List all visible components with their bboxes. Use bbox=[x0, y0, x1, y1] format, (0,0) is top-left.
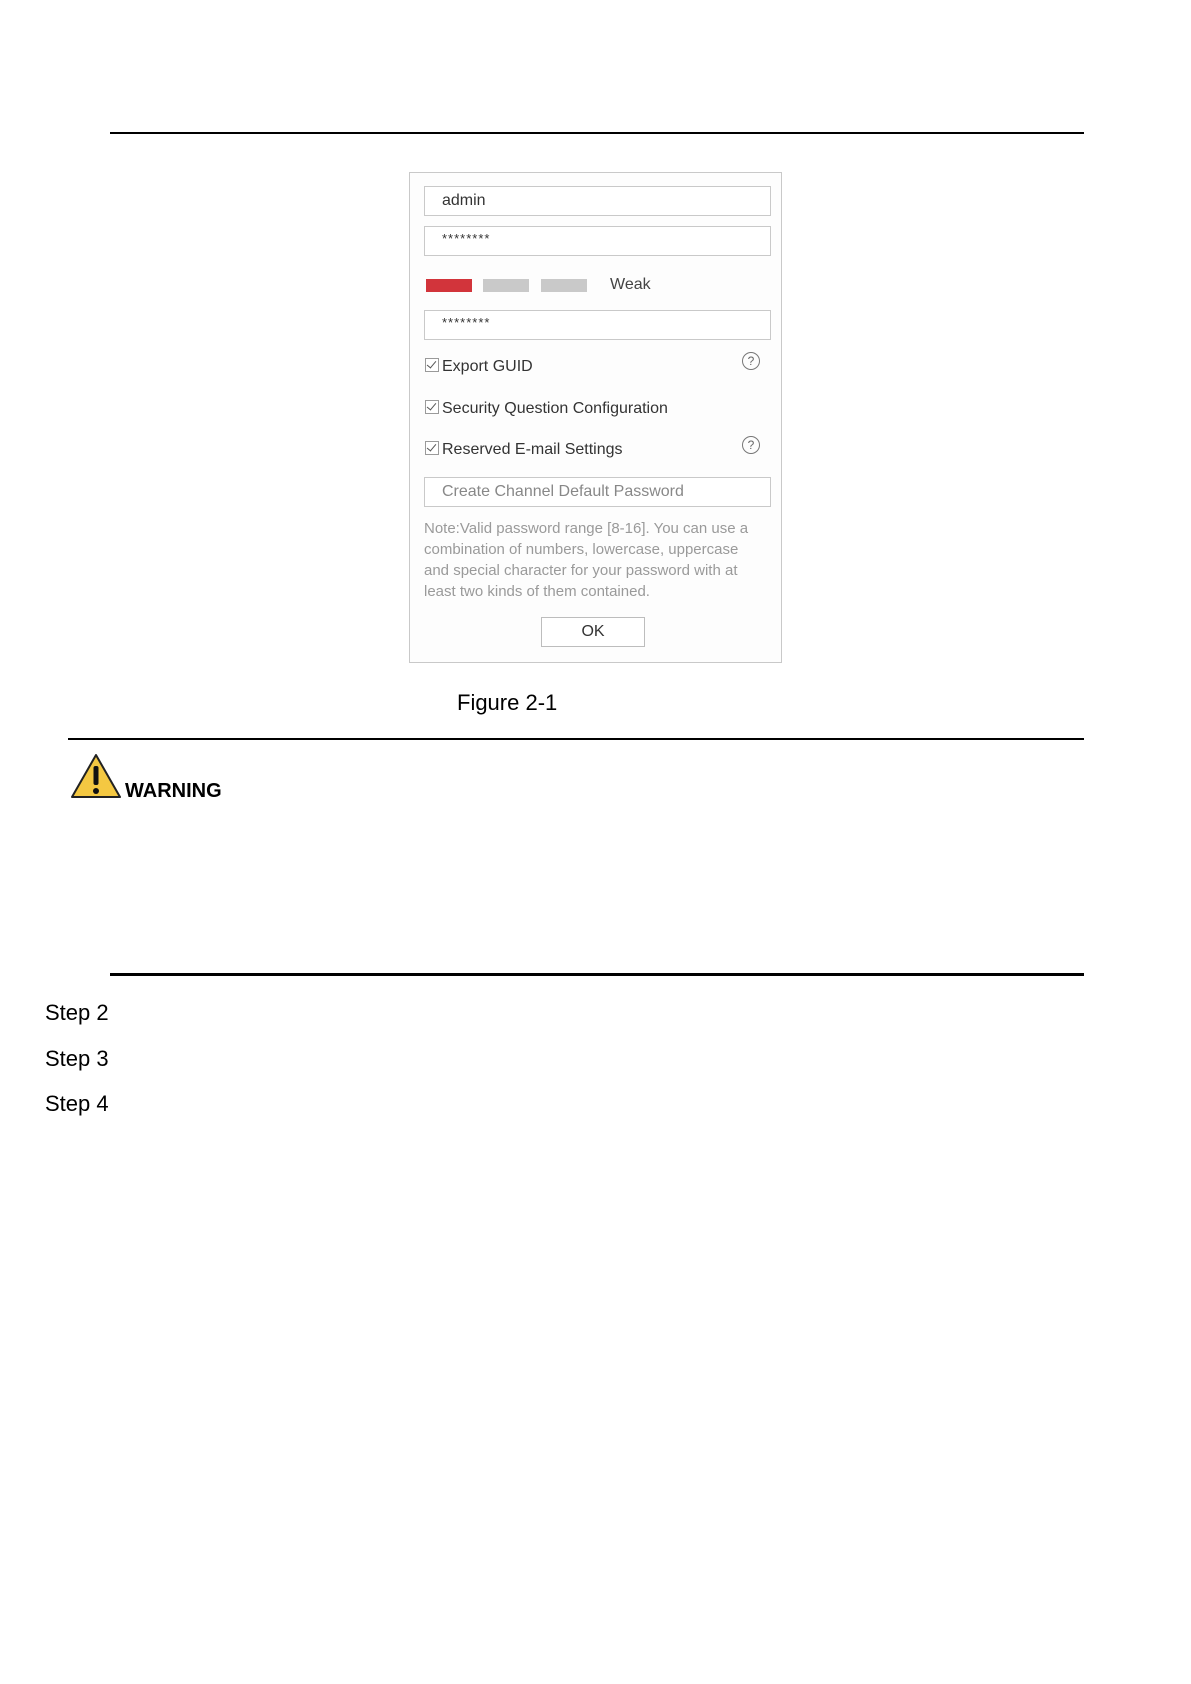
ok-button[interactable]: OK bbox=[541, 617, 645, 647]
password-input[interactable]: ******** bbox=[424, 226, 771, 256]
step-3-label: Step 3 bbox=[45, 1046, 109, 1071]
warning-bottom-divider bbox=[110, 973, 1084, 976]
figure-caption: Figure 2-1 bbox=[457, 690, 558, 715]
reserved-email-help-icon[interactable]: ? bbox=[742, 436, 760, 454]
reserved-email-label: Reserved E-mail Settings bbox=[442, 441, 623, 458]
step-2-label: Step 2 bbox=[45, 1000, 109, 1025]
confirm-password-input[interactable]: ******** bbox=[424, 310, 771, 340]
warning-label: WARNING bbox=[125, 780, 222, 802]
activation-dialog bbox=[409, 172, 782, 663]
reserved-email-checkbox[interactable] bbox=[425, 441, 439, 455]
password-strength-label: Weak bbox=[610, 276, 651, 293]
username-input[interactable]: admin bbox=[424, 186, 771, 216]
password-note: Note:Valid password range [8-16]. You can use a combination of numbers, lowercase, uppercase and special character for your password with at least two kinds of them contained. bbox=[424, 520, 749, 600]
security-question-option[interactable] bbox=[425, 400, 668, 422]
export-guid-label: Export GUID bbox=[442, 358, 533, 375]
strength-bar-segment-3 bbox=[541, 279, 587, 292]
security-question-label: Security Question Configuration bbox=[442, 400, 668, 417]
top-divider bbox=[110, 132, 1084, 134]
export-guid-help-icon[interactable]: ? bbox=[742, 352, 760, 370]
export-guid-checkbox[interactable] bbox=[425, 358, 439, 372]
strength-bar-segment-1 bbox=[426, 279, 472, 292]
security-question-checkbox[interactable] bbox=[425, 400, 439, 414]
strength-bar-segment-2 bbox=[483, 279, 529, 292]
channel-default-password-input[interactable]: Create Channel Default Password bbox=[424, 477, 771, 507]
export-guid-option[interactable] bbox=[425, 358, 533, 380]
warning-top-divider bbox=[68, 738, 1084, 740]
warning-triangle-icon bbox=[70, 752, 122, 800]
step-4-label: Step 4 bbox=[45, 1091, 109, 1116]
reserved-email-option[interactable] bbox=[425, 441, 623, 463]
